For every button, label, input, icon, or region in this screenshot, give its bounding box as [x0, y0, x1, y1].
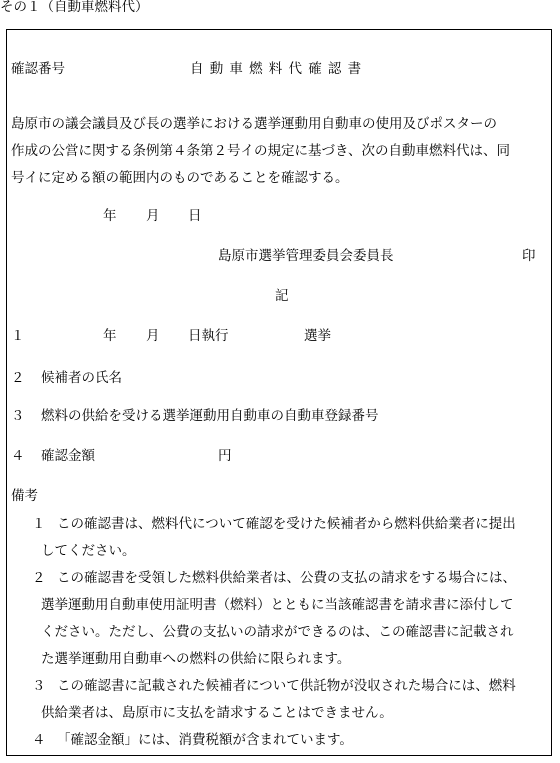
item-number: ３ — [11, 408, 25, 424]
confirmation-number-label: 確認番号 — [11, 61, 65, 77]
note-text-line: してください。 — [41, 543, 136, 559]
seal-mark: 印 — [522, 248, 536, 264]
note-text-line: この確認書を受領した燃料供給業者は、公費の支払の請求をする場合には、 — [57, 570, 516, 586]
election-day-label: 日執行 — [188, 328, 229, 344]
note-text-line: ください。ただし、公費の支払いの請求ができるのは、この確認書に記載され — [41, 624, 514, 640]
body-text-line: 号イに定める額の範囲内のものであることを確認する。 — [11, 170, 349, 186]
item-number: １ — [11, 328, 25, 344]
document-title: 自動車燃料代確認書 — [190, 61, 368, 77]
note-number: １ — [32, 516, 46, 532]
note-number: ２ — [32, 570, 46, 586]
item-number: ２ — [11, 370, 25, 386]
note-text-line: この確認書に記載された候補者について供託物が没収された場合には、燃料 — [57, 678, 516, 694]
note-number: ４ — [32, 732, 46, 748]
note-text-line: 「確認金額」には、消費税額が含まれています。 — [57, 732, 353, 748]
vehicle-registration-label: 燃料の供給を受ける選挙運動用自動車の自動車登録番号 — [41, 408, 379, 424]
confirmed-amount-label: 確認金額 — [41, 448, 95, 464]
election-month-label: 月 — [146, 328, 160, 344]
date-month-label: 月 — [146, 208, 160, 224]
signer-title: 島原市選挙管理委員会委員長 — [218, 248, 394, 264]
note-number: ３ — [32, 678, 46, 694]
form-frame — [6, 29, 552, 756]
note-text-line: 供給業者は、島原市に支払を請求することはできません。 — [41, 705, 393, 721]
election-label: 選挙 — [304, 328, 331, 344]
date-year-label: 年 — [103, 208, 117, 224]
election-year-label: 年 — [103, 328, 117, 344]
candidate-name-label: 候補者の氏名 — [41, 370, 122, 386]
note-text-line: 選挙運動用自動車使用証明書（燃料）とともに当該確認書を請求書に添付して — [41, 597, 514, 613]
body-text-line: 作成の公営に関する条例第４条第２号イの規定に基づき、次の自動車燃料代は、同 — [11, 143, 510, 159]
item-number: ４ — [11, 448, 25, 464]
yen-unit-label: 円 — [218, 448, 232, 464]
note-text-line: た選挙運動用自動車への燃料の供給に限られます。 — [41, 651, 351, 667]
ki-heading: 記 — [275, 288, 289, 304]
note-text-line: この確認書は、燃料代について確認を受けた候補者から燃料供給業者に提出 — [57, 516, 516, 532]
notes-heading: 備考 — [11, 488, 38, 504]
date-day-label: 日 — [188, 208, 202, 224]
form-variant-label: その１（自動車燃料代） — [0, 0, 149, 15]
body-text-line: 島原市の議会議員及び長の選挙における選挙運動用自動車の使用及びポスターの — [11, 116, 497, 132]
